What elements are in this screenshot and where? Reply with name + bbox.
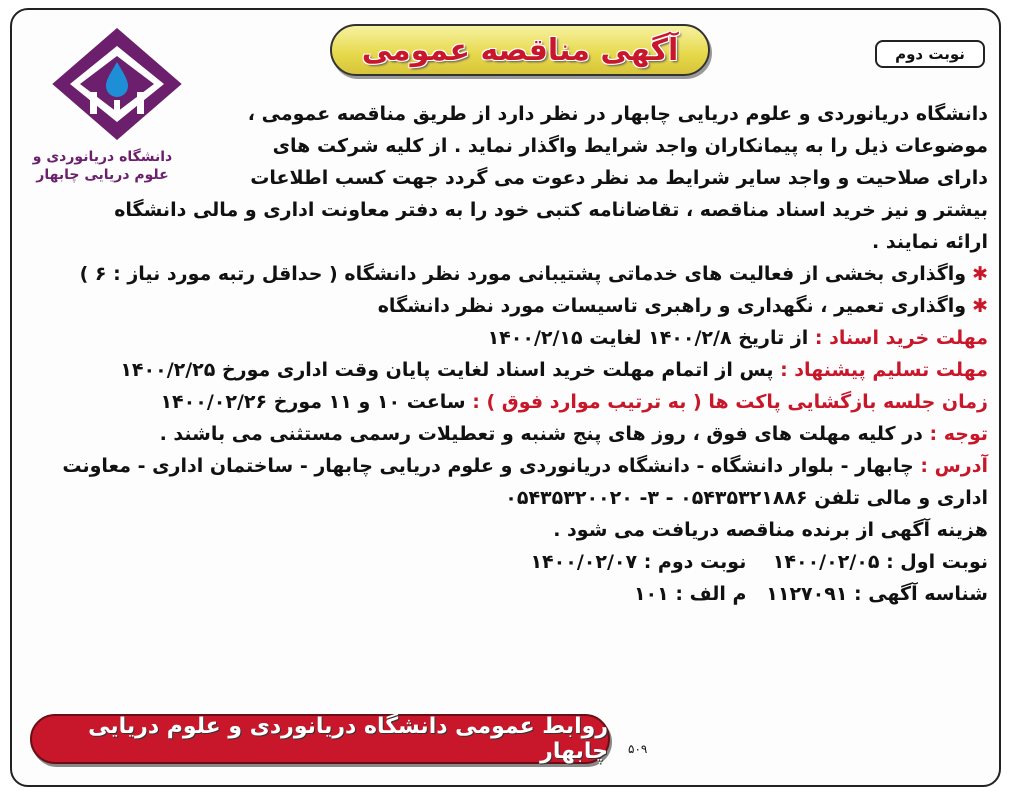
logo-caption-line2: علوم دریایی چابهار <box>36 167 169 183</box>
intro-line-3: دارای صلاحیت و واجد سایر شرایط مد نظر دعوت می گردد جهت کسب اطلاعات <box>250 167 988 189</box>
submission-deadline-value: پس از اتمام مهلت خرید اسناد لغایت پایان وقت اداری مورخ ۱۴۰۰/۲/۲۵ <box>120 359 774 381</box>
address-label: آدرس : <box>920 455 988 477</box>
intro-line-5: ارائه نمایند . <box>872 231 988 253</box>
cost-note: هزینه آگهی از برنده مناقصه دریافت می شود . <box>553 519 988 541</box>
purchase-deadline-label: مهلت خرید اسناد : <box>814 327 988 349</box>
notice-title: آگهی مناقصه عمومی <box>361 32 679 68</box>
purchase-deadline <box>30 322 988 354</box>
purchase-deadline-value: از تاریخ ۱۴۰۰/۲/۸ لغایت ۱۴۰۰/۲/۱۵ <box>487 327 809 349</box>
intro-line-2: موضوعات ذیل را به پیمانکاران واجد شرایط واگذار نماید . از کلیه شرکت های <box>272 135 988 157</box>
list-item <box>30 258 988 290</box>
round-label: نوبت دوم <box>895 45 965 63</box>
submission-deadline <box>30 354 988 386</box>
opening-session <box>30 386 988 418</box>
round-badge <box>875 40 985 68</box>
opening-session-value: ساعت ۱۰ و ۱۱ مورخ ۱۴۰۰/۰۲/۲۶ <box>160 391 466 413</box>
item-text: واگذاری تعمیر ، نگهداری و راهبری تاسیسات مورد نظر دانشگاه <box>377 295 967 317</box>
ad-serial-number: ۵۰۹ <box>628 742 648 756</box>
asterisk-bullet-icon: ✱ <box>972 295 988 317</box>
public-relations-text: روابط عمومی دانشگاه دریانوردی و علوم دریایی چابهار <box>88 714 608 764</box>
item-text: واگذاری بخشی از فعالیت های خدماتی پشتیبانی مورد نظر دانشگاه ( حداقل رتبه مورد نیاز : ۶ ) <box>79 263 967 285</box>
intro-line-4: بیشتر و نیز خرید اسناد مناقصه ، تقاضانامه کتبی خود را به دفتر معاونت اداری و مالی دانشگاه <box>114 199 988 221</box>
opening-session-label: زمان جلسه بازگشایی پاکت ها ( به ترتیب موارد فوق ) : <box>472 391 988 413</box>
public-relations-banner <box>30 714 610 764</box>
publication-rounds: نوبت اول : ۱۴۰۰/۰۲/۰۵ نوبت دوم : ۱۴۰۰/۰۲/۰۷ <box>530 551 988 573</box>
note-label: توجه : <box>929 423 988 445</box>
asterisk-bullet-icon: ✱ <box>972 263 988 285</box>
note <box>30 418 988 450</box>
logo-caption-line1: دانشگاه دریانوردی و <box>32 149 173 165</box>
ad-identifier: شناسه آگهی : ۱۱۲۷۰۹۱ م الف : ۱۰۱ <box>633 583 988 605</box>
address-line-1 <box>30 450 988 482</box>
list-item <box>30 290 988 322</box>
intro-line-1: دانشگاه دریانوردی و علوم دریایی چابهار در نظر دارد از طریق مناقصه عمومی ، <box>247 103 988 125</box>
address-line-2: اداری و مالی تلفن ۰۵۴۳۵۳۲۱۸۸۶ - ۳- ۰۵۴۳۵۳۲۰۰۲۰ <box>505 487 988 509</box>
title-banner <box>330 24 710 76</box>
address-value-1: چابهار - بلوار دانشگاه - دانشگاه دریانوردی و علوم دریایی چابهار - ساختمان اداری - معاونت <box>62 455 914 477</box>
notice-body <box>30 98 988 610</box>
submission-deadline-label: مهلت تسلیم پیشنهاد : <box>780 359 988 381</box>
note-value: در کلیه مهلت های فوق ، روز های پنج شنبه و تعطیلات رسمی مستثنی می باشند . <box>159 423 923 445</box>
